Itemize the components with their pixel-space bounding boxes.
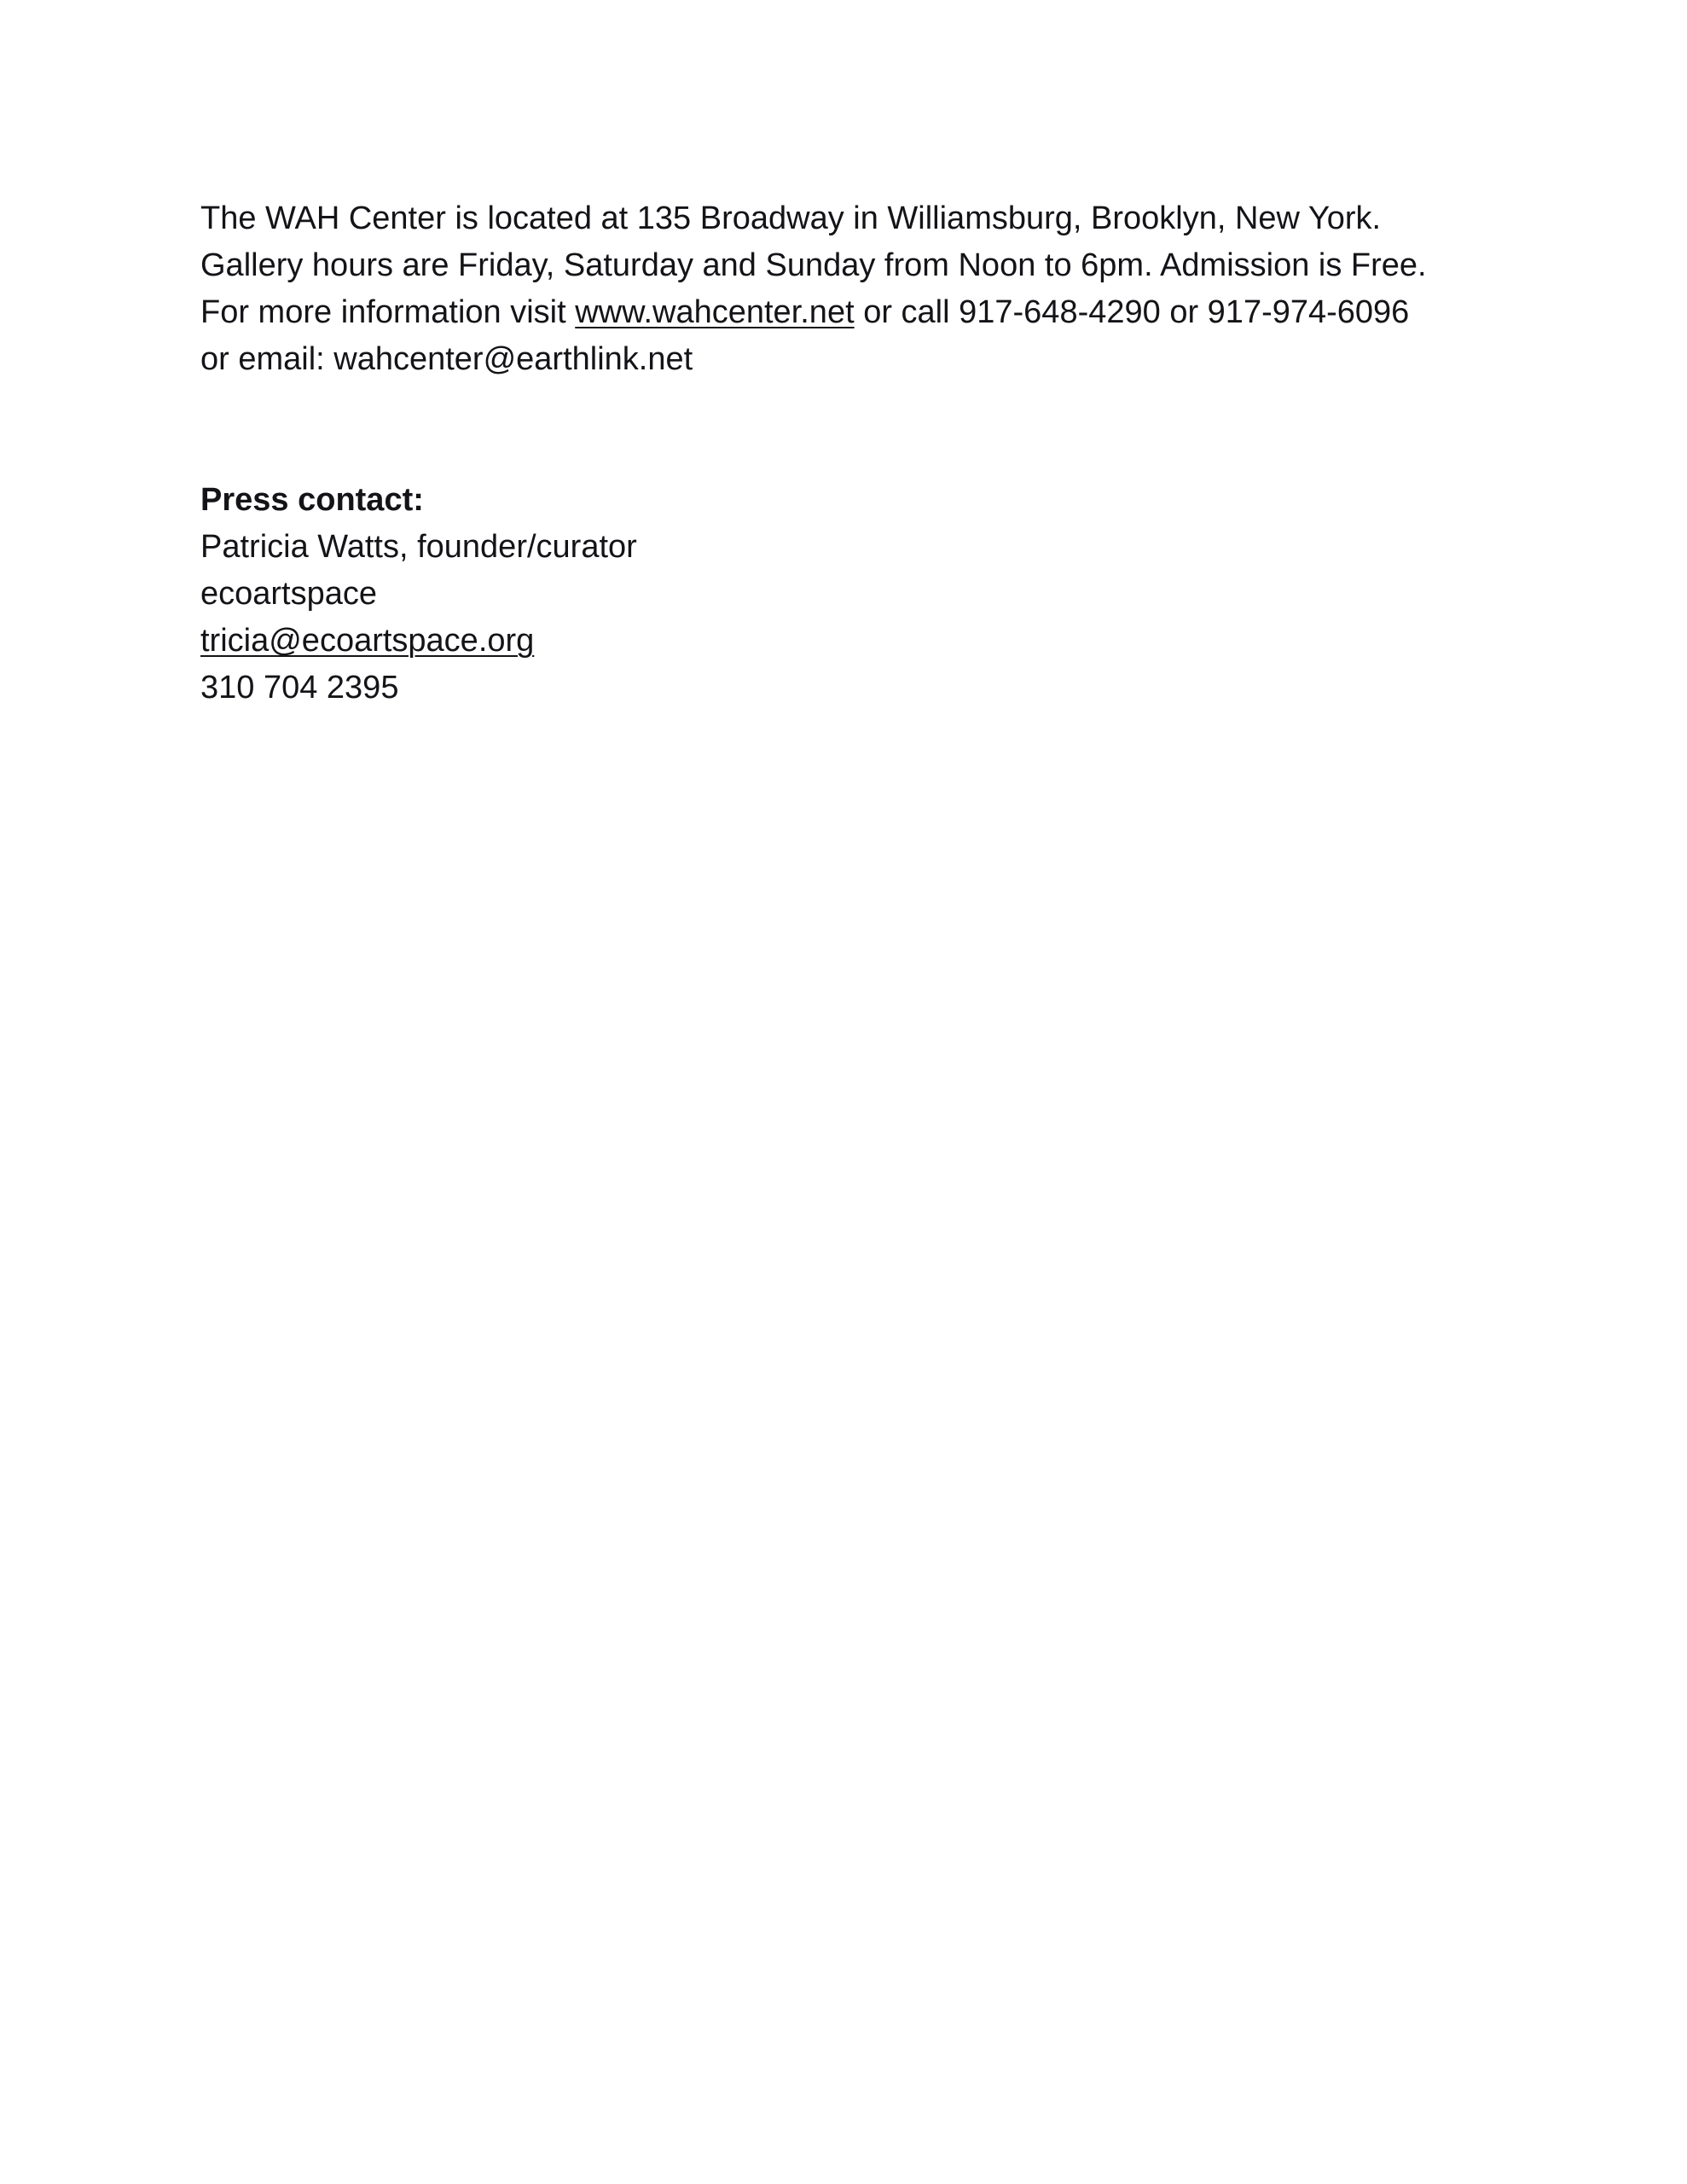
more-info-prefix: For more information visit [200,294,576,330]
email-info-line: or email: wahcenter@earthlink.net [200,341,693,377]
press-contact-block [200,477,1531,712]
more-info-line [200,289,1531,336]
press-contact-phone: 310 704 2395 [200,670,399,706]
gallery-hours-line: Gallery hours are Friday, Saturday and Sunday from Noon to 6pm. Admission is Free. [200,247,1427,283]
press-contact-email-link[interactable]: tricia@ecoartspace.org [200,623,535,659]
press-release-body [200,195,1531,712]
location-info-paragraph [200,195,1531,383]
press-contact-heading: Press contact: [200,482,424,518]
press-contact-email-line [200,618,1531,665]
location-line: The WAH Center is located at 135 Broadway in Williamsburg, Brooklyn, New York. [200,200,1382,236]
more-info-suffix: or call 917-648-4290 or 917-974-6096 [854,294,1410,330]
wahcenter-website-link[interactable]: www.wahcenter.net [575,294,855,330]
press-contact-name: Patricia Watts, founder/curator [200,529,637,565]
press-contact-organization: ecoartspace [200,576,378,612]
